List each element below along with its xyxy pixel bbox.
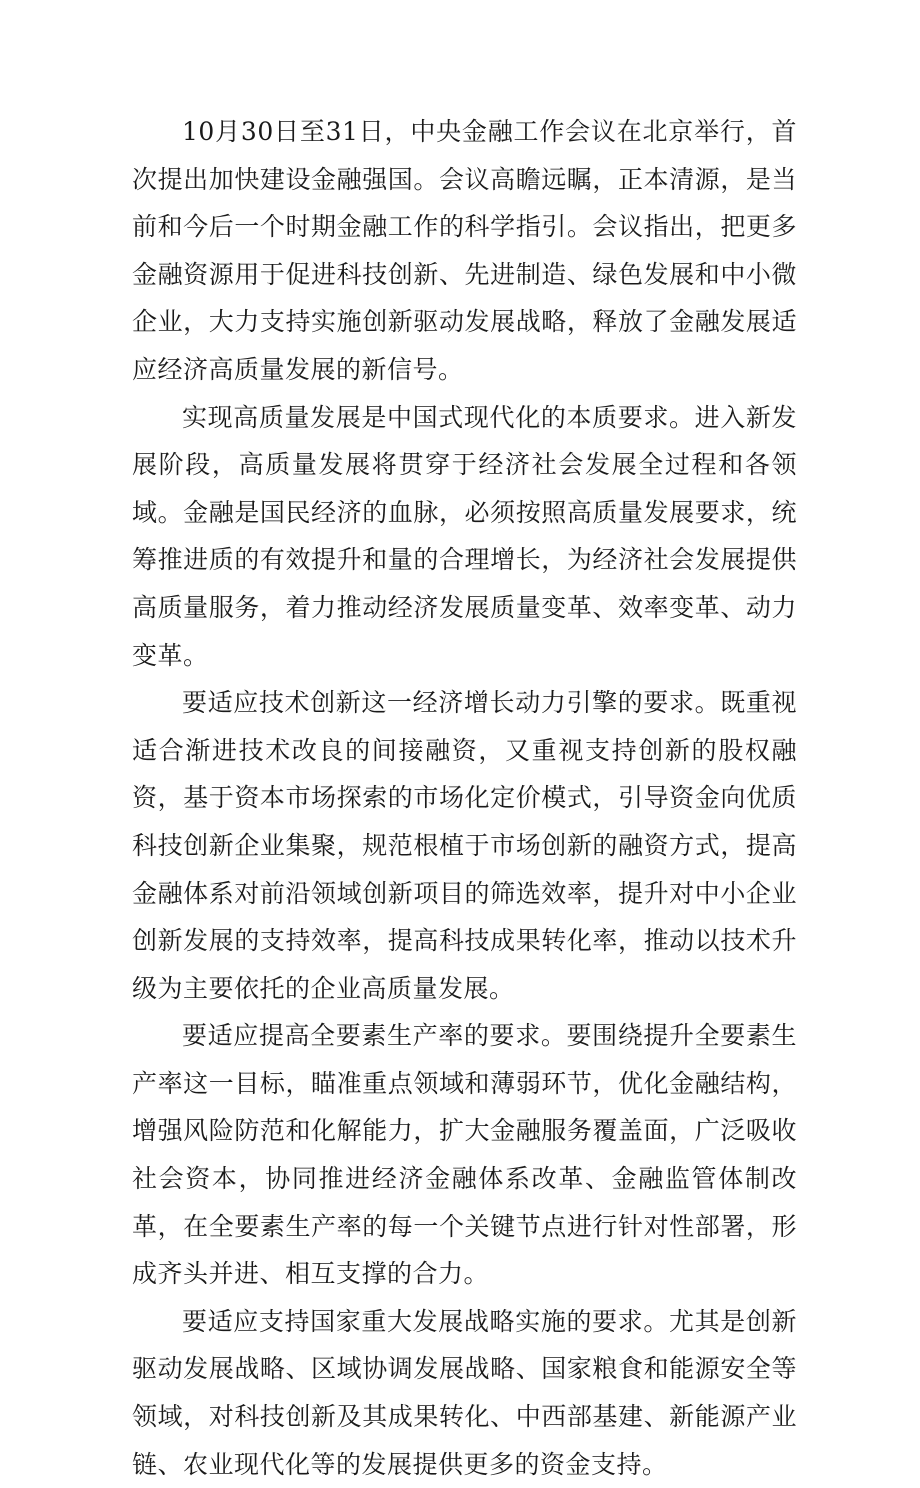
paragraph-1: 10月30日至31日，中央金融工作会议在北京举行，首次提出加快建设金融强国。会议高瞻远瞩，正本清源，是当前和今后一个时期金融工作的科学指引。会议指出，把更多金融资源用于促进科技创新、先进制造、绿色发展和中小微企业，大力支持实施创新驱动发展战略，释放了金融发展适应经济高质量发展的新信号。 [132, 117, 797, 384]
paragraph-4: 要适应提高全要素生产率的要求。要围绕提升全要素生产率这一目标，瞄准重点领域和薄弱环节，优化金融结构，增强风险防范和化解能力，扩大金融服务覆盖面，广泛吸收社会资本，协同推进经济金融体系改革、金融监管体制改革，在全要素生产率的每一个关键节点进行针对性部署，形成齐头并进、相互支撑的合力。 [132, 1021, 797, 1289]
paragraph-3: 要适应技术创新这一经济增长动力引擎的要求。既重视适合渐进技术改良的间接融资，又重视支持创新的股权融资，基于资本市场探索的市场化定价模式，引导资金向优质科技创新企业集聚，规范根植于市场创新的融资方式，提高金融体系对前沿领域创新项目的筛选效率，提升对中小企业创新发展的支持效率，提高科技成果转化率，推动以技术升级为主要依托的企业高质量发展。 [132, 688, 797, 1003]
paragraph-5: 要适应支持国家重大发展战略实施的要求。尤其是创新驱动发展战略、区域协调发展战略、国家粮食和能源安全等领域，对科技创新及其成果转化、中西部基建、新能源产业链、农业现代化等的发展提供更多的资金支持。 [132, 1306, 797, 1479]
document-body [132, 108, 797, 1488]
paragraph-2: 实现高质量发展是中国式现代化的本质要求。进入新发展阶段，高质量发展将贯穿于经济社会发展全过程和各领域。金融是国民经济的血脉，必须按照高质量发展要求，统筹推进质的有效提升和量的合理增长，为经济社会发展提供高质量服务，着力推动经济发展质量变革、效率变革、动力变革。 [132, 402, 797, 670]
